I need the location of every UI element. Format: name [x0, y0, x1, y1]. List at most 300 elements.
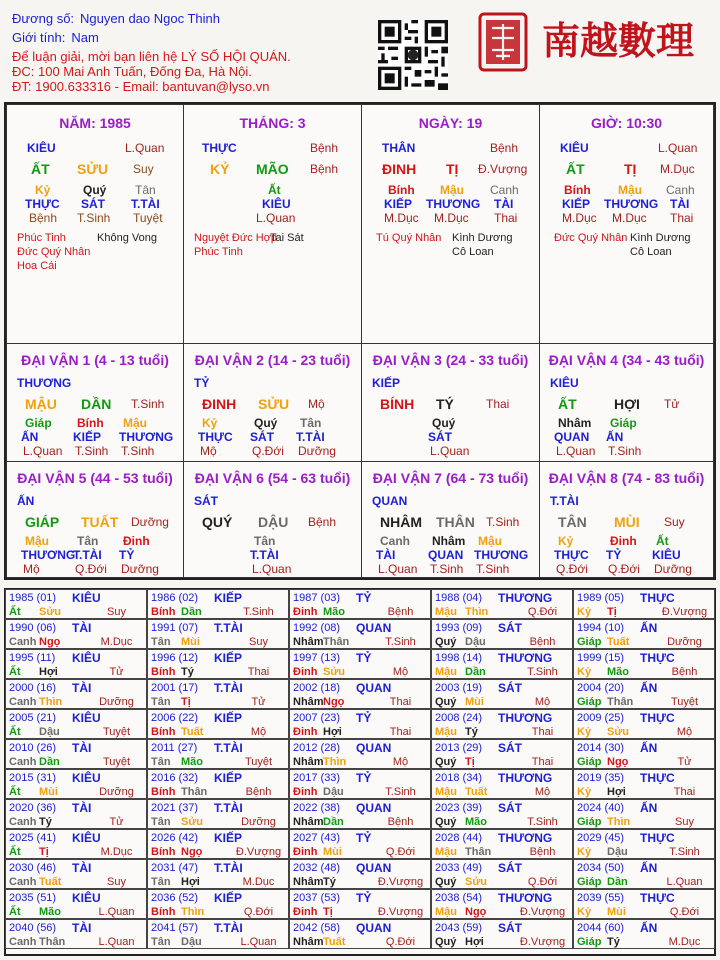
year-star: T.TÀI: [214, 741, 243, 755]
dai-van-hidden-star: QUAN: [554, 430, 590, 444]
year-can: Ất: [9, 906, 21, 918]
year-state: Suy: [107, 876, 126, 888]
dai-van-hidden-state: Dưỡng: [121, 562, 159, 576]
dai-van-hidden-can: Canh: [380, 534, 410, 548]
stars-right: [630, 231, 690, 259]
year-label: 1985 (01): [9, 592, 57, 604]
pillar-top-state: L.Quan: [658, 141, 698, 155]
year-can: Mậu: [435, 846, 457, 858]
dai-van-hidden-can: Kỷ: [202, 416, 218, 430]
year-label: 2003 (19): [435, 682, 483, 694]
year-chi: Dậu: [465, 636, 486, 648]
year-label: 1993 (09): [435, 622, 483, 634]
year-can: Ất: [9, 786, 21, 798]
year-label: 2023 (39): [435, 802, 483, 814]
year-chi: Tuất: [607, 636, 630, 648]
year-chi: Sửu: [607, 726, 630, 738]
hidden-can-3: Canh: [490, 183, 519, 197]
year-star: KIÊU: [72, 711, 101, 725]
year-chi: Tị: [465, 756, 475, 768]
year-can: Đinh: [293, 906, 318, 918]
year-star: KIẾP: [214, 831, 243, 845]
year-cell: [147, 919, 289, 949]
dai-van-star: T.TÀI: [550, 494, 579, 508]
year-label: 2020 (36): [9, 802, 57, 814]
year-cell: [431, 649, 573, 679]
year-can: Đinh: [293, 726, 318, 738]
dai-van-hidden-state: Q.Đới: [556, 562, 588, 576]
year-cell: [289, 679, 431, 709]
dai-van-hidden-can: Ất: [656, 534, 669, 548]
gender-value: Nam: [71, 30, 99, 45]
year-can: Mậu: [435, 666, 457, 678]
year-state: Mộ: [392, 756, 409, 768]
year-state: Q.Đới: [527, 876, 558, 888]
year-star: THỰC: [640, 771, 675, 785]
year-star: THƯƠNG: [498, 651, 553, 665]
year-star: QUAN: [356, 741, 392, 755]
year-can: Giáp: [577, 696, 602, 708]
year-can: Nhâm: [293, 696, 324, 708]
year-label: 1997 (13): [293, 652, 341, 664]
year-state: Thai: [531, 756, 554, 768]
year-can: Tân: [151, 876, 171, 888]
owner-name: Nguyen dao Ngoc Thinh: [80, 11, 220, 26]
dai-van-hidden-star: THỰC: [554, 548, 589, 562]
year-cell: [431, 619, 573, 649]
year-can: Nhâm: [293, 636, 324, 648]
brand-logo: [540, 6, 710, 66]
year-cell: [5, 889, 147, 919]
year-state: Thai: [247, 666, 270, 678]
year-label: 2015 (31): [9, 772, 57, 784]
year-cell: [147, 649, 289, 679]
pillar-chi: TỊ: [624, 161, 637, 177]
pillar-day: [361, 104, 540, 344]
year-cell: [289, 619, 431, 649]
year-can: Giáp: [577, 636, 602, 648]
seal-icon: [478, 12, 528, 72]
pillar-year: [6, 104, 184, 344]
star-item: Tai Sát: [270, 232, 304, 244]
year-star: THỰC: [640, 831, 675, 845]
hidden-state-2: L.Quan: [256, 211, 296, 225]
year-chi: Ngọ: [323, 696, 345, 708]
year-label: 2035 (51): [9, 892, 57, 904]
year-chi: Dậu: [39, 726, 60, 738]
year-chi: Hợi: [465, 936, 484, 948]
year-star: QUAN: [356, 801, 392, 815]
year-chi: Tuất: [323, 936, 346, 948]
year-label: 1989 (05): [577, 592, 625, 604]
dai-van-hidden-can: Nhâm: [558, 416, 592, 430]
year-chi: Ngọ: [465, 906, 487, 918]
dai-van-hidden-state: Dưỡng: [298, 444, 336, 458]
year-chi: Tý: [323, 876, 336, 888]
pillar-chi-state: Suy: [133, 162, 154, 176]
year-label: 2006 (22): [151, 712, 199, 724]
hidden-star-1: KIẾP: [384, 197, 413, 211]
year-state: Tuyệt: [102, 726, 131, 738]
dai-van-hidden-star: ẤN: [606, 430, 624, 444]
year-label: 2037 (53): [293, 892, 341, 904]
year-star: KIẾP: [214, 591, 243, 605]
stars-right: [270, 231, 304, 245]
year-cell: [147, 709, 289, 739]
year-state: Thai: [531, 726, 554, 738]
pillar-chi-state: Bệnh: [310, 162, 339, 176]
dai-van-hidden-state: Mộ: [23, 562, 40, 576]
year-state: Bệnh: [245, 786, 272, 798]
pillar-chi-state: M.Dục: [660, 162, 695, 176]
pillar-top-star: THÂN: [382, 141, 416, 155]
year-can: Kỷ: [577, 726, 592, 738]
dai-van-can: NHÂM: [380, 514, 422, 530]
year-chi: Tị: [181, 696, 191, 708]
year-can: Canh: [9, 696, 37, 708]
year-state: Đ.Vượng: [235, 846, 282, 858]
dai-van-hidden-star: SÁT: [428, 430, 452, 444]
year-label: 2039 (55): [577, 892, 625, 904]
year-state: Đ.Vượng: [519, 906, 566, 918]
year-label: 2021 (37): [151, 802, 199, 814]
dai-van-hidden-state: Q.Đới: [252, 444, 284, 458]
year-state: T.Sinh: [385, 786, 416, 798]
year-star: QUAN: [356, 681, 392, 695]
year-chi: Thân: [465, 846, 492, 858]
dai-van-hidden-state: L.Quan: [23, 444, 63, 458]
pillar-chi: MÃO: [256, 161, 289, 177]
dai-van-hidden-state: L.Quan: [252, 562, 292, 576]
year-label: 2024 (40): [577, 802, 625, 814]
year-state: Mộ: [534, 696, 551, 708]
year-state: Suy: [675, 816, 694, 828]
year-chi: Dần: [323, 816, 344, 828]
dai-van-can: ĐINH: [202, 396, 237, 412]
dai-van-chi: MÙI: [614, 514, 640, 530]
year-star: QUAN: [356, 921, 392, 935]
year-chi: Dần: [181, 606, 202, 618]
dai-van-hidden-star: KIẾP: [73, 430, 102, 444]
hidden-star-2: KIÊU: [262, 197, 291, 211]
star-item: Hoa Cái: [17, 260, 57, 272]
year-chi: Tý: [465, 726, 478, 738]
year-chi: Thìn: [323, 756, 347, 768]
dai-van-7: [361, 461, 540, 578]
year-star: TỶ: [356, 771, 372, 785]
star-item: Không Vong: [97, 232, 157, 244]
dai-van-8: [539, 461, 714, 578]
year-label: 1986 (02): [151, 592, 199, 604]
year-cell: [147, 589, 289, 619]
year-star: TỶ: [356, 711, 372, 725]
pillar-can: KỶ: [210, 161, 230, 177]
hidden-can-2: Mậu: [440, 183, 464, 197]
year-can: Kỷ: [577, 666, 592, 678]
year-chi: Ngọ: [39, 636, 61, 648]
year-can: Đinh: [293, 786, 318, 798]
hidden-state-2: M.Dục: [434, 211, 469, 225]
year-cell: [573, 769, 715, 799]
hidden-star-3: TÀI: [494, 197, 514, 211]
year-state: Q.Đới: [243, 906, 274, 918]
year-label: 1987 (03): [293, 592, 341, 604]
year-label: 2002 (18): [293, 682, 341, 694]
year-can: Bính: [151, 726, 176, 738]
year-cell: [573, 679, 715, 709]
dai-van-hidden-state: T.Sinh: [121, 444, 155, 458]
year-star: SÁT: [498, 801, 522, 815]
year-star: THƯƠNG: [498, 771, 553, 785]
year-cell: [147, 679, 289, 709]
stars-right: [452, 231, 512, 259]
year-label: 2030 (46): [9, 862, 57, 874]
brand-text: 南越數理: [542, 18, 695, 63]
year-label: 2043 (59): [435, 922, 483, 934]
qr-code-icon[interactable]: [378, 20, 448, 90]
dai-van-hidden-state: L.Quan: [378, 562, 418, 576]
year-chi: Mùi: [323, 846, 342, 858]
year-star: TÀI: [72, 621, 92, 635]
pillar-title: NĂM: 1985: [59, 115, 131, 131]
year-state: Bệnh: [387, 606, 414, 618]
year-cell: [5, 919, 147, 949]
year-label: 2036 (52): [151, 892, 199, 904]
year-cell: [431, 799, 573, 829]
year-cell: [5, 589, 147, 619]
pillar-can: ẤT: [31, 161, 50, 177]
dai-van-hidden-star: SÁT: [250, 430, 274, 444]
year-state: Suy: [107, 606, 126, 618]
dai-van-hidden-star: TỶ: [606, 548, 622, 562]
year-state: Q.Đới: [385, 936, 416, 948]
year-star: THƯƠNG: [498, 831, 553, 845]
year-star: THƯƠNG: [498, 891, 553, 905]
year-label: 2025 (41): [9, 832, 57, 844]
year-label: 2032 (48): [293, 862, 341, 874]
dai-van-hidden-star: TÀI: [376, 548, 396, 562]
year-label: 2028 (44): [435, 832, 483, 844]
dai-van-star: TỶ: [194, 376, 210, 390]
year-state: M.Dục: [668, 936, 701, 948]
year-cell: [5, 769, 147, 799]
year-cell: [5, 859, 147, 889]
dai-van-chi: HỢI: [614, 396, 640, 412]
year-chi: Thìn: [465, 606, 489, 618]
dai-van-hidden-state: Mộ: [200, 444, 217, 458]
year-state: T.Sinh: [527, 666, 558, 678]
hidden-state-1: M.Dục: [562, 211, 597, 225]
dai-van-hidden-can: Mậu: [25, 534, 49, 548]
year-star: SÁT: [498, 921, 522, 935]
dai-van-hidden-state: T.Sinh: [476, 562, 510, 576]
star-item: Đức Quý Nhân: [554, 232, 628, 244]
pillar-top-star: KIÊU: [560, 141, 589, 155]
year-cell: [573, 649, 715, 679]
year-star: KIÊU: [72, 771, 101, 785]
year-label: 2013 (29): [435, 742, 483, 754]
year-label: 2031 (47): [151, 862, 199, 874]
year-state: Tử: [109, 666, 124, 678]
year-can: Quý: [435, 816, 457, 828]
year-state: T.Sinh: [243, 606, 274, 618]
hidden-state-1: Bệnh: [29, 211, 58, 225]
pillar-top-star: THỰC: [202, 141, 237, 155]
dai-van-hidden-can: Kỷ: [558, 534, 574, 548]
dai-van-chi: DẬU: [258, 514, 289, 530]
year-can: Canh: [9, 756, 37, 768]
year-state: Mộ: [534, 786, 551, 798]
year-label: 2014 (30): [577, 742, 625, 754]
year-cell: [431, 859, 573, 889]
year-label: 2004 (20): [577, 682, 625, 694]
dai-van-hidden-star: T.TÀI: [250, 548, 279, 562]
year-chi: Tị: [323, 906, 333, 918]
year-state: Tử: [677, 756, 692, 768]
dai-van-state: T.Sinh: [131, 397, 165, 411]
year-cell: [5, 649, 147, 679]
year-star: T.TÀI: [214, 681, 243, 695]
year-star: T.TÀI: [214, 921, 243, 935]
year-star: TÀI: [72, 861, 92, 875]
year-star: KIẾP: [214, 891, 243, 905]
year-label: 2000 (16): [9, 682, 57, 694]
year-star: ẤN: [640, 921, 658, 935]
year-can: Nhâm: [293, 936, 324, 948]
year-can: Đinh: [293, 606, 318, 618]
year-cell: [147, 829, 289, 859]
star-item: Cô Loan: [630, 246, 672, 258]
year-state: M.Dục: [100, 636, 133, 648]
year-can: Quý: [435, 756, 457, 768]
year-state: Mộ: [676, 726, 693, 738]
year-chi: Dậu: [181, 936, 202, 948]
year-can: Tân: [151, 816, 171, 828]
dai-van-hidden-can: Bính: [77, 416, 104, 430]
hidden-can-1: Kỷ: [35, 183, 51, 197]
year-can: Canh: [9, 816, 37, 828]
year-chi: Ngọ: [181, 846, 203, 858]
year-can: Quý: [435, 936, 457, 948]
year-star: THỰC: [640, 591, 675, 605]
year-can: Giáp: [577, 876, 602, 888]
dai-van-can: ẤT: [558, 396, 577, 412]
pillar-can: ẤT: [566, 161, 585, 177]
dai-van-state: Suy: [664, 515, 685, 529]
year-chi: Mão: [323, 606, 345, 618]
hidden-star-2: THƯƠNG: [604, 197, 659, 211]
year-state: Bệnh: [387, 816, 414, 828]
year-can: Canh: [9, 636, 37, 648]
year-can: Canh: [9, 876, 37, 888]
dai-van-chi: TÝ: [436, 396, 454, 412]
year-cell: [147, 859, 289, 889]
star-item: Tú Quý Nhân: [376, 232, 442, 244]
year-star: TỶ: [356, 591, 372, 605]
dai-van-title: ĐẠI VẬN 2 (14 - 23 tuổi): [194, 352, 351, 368]
year-star: SÁT: [498, 741, 522, 755]
dai-van-star: SÁT: [194, 494, 218, 508]
hidden-state-3: Tuyệt: [133, 211, 163, 225]
dai-van-chi: SỬU: [258, 396, 290, 412]
star-item: Phúc Tinh: [194, 246, 243, 258]
year-chi: Dần: [39, 756, 60, 768]
dai-van-state: T.Sinh: [486, 515, 520, 529]
year-star: KIÊU: [72, 651, 101, 665]
year-label: 1991 (07): [151, 622, 199, 634]
year-chi: Hợi: [181, 876, 200, 888]
dai-van-title: ĐẠI VẬN 8 (74 - 83 tuổi): [548, 470, 705, 486]
year-label: 2016 (32): [151, 772, 199, 784]
dai-van-chi: DẦN: [81, 396, 112, 412]
year-state: L.Quan: [666, 876, 703, 888]
gender-label: Giới tính:: [12, 30, 66, 45]
year-star: ẤN: [640, 681, 658, 695]
phone-email-line[interactable]: ĐT: 1900.633316 - Email: bantuvan@lyso.vn: [12, 79, 270, 94]
year-state: L.Quan: [240, 936, 277, 948]
year-state: Dưỡng: [241, 816, 276, 828]
stars-right: [97, 231, 157, 245]
year-label: 2027 (43): [293, 832, 341, 844]
year-star: QUAN: [356, 861, 392, 875]
pillar-title: THÁNG: 3: [239, 115, 306, 131]
year-chi: Mão: [39, 906, 61, 918]
year-chi: Mùi: [607, 906, 626, 918]
year-label: 2019 (35): [577, 772, 625, 784]
owner-label: Đương số:: [12, 11, 75, 26]
year-cell: [431, 829, 573, 859]
pillar-top-star: KIÊU: [27, 141, 56, 155]
year-can: Quý: [435, 696, 457, 708]
year-star: THỰC: [640, 891, 675, 905]
year-cell: [289, 769, 431, 799]
dai-van-hidden-state: Dưỡng: [654, 562, 692, 576]
dai-van-hidden-state: T.Sinh: [430, 562, 464, 576]
year-can: Mậu: [435, 786, 457, 798]
year-cell: [573, 859, 715, 889]
dai-van-state: Dưỡng: [131, 515, 169, 529]
year-cell: [289, 919, 431, 949]
dai-van-state: Mộ: [308, 397, 325, 411]
year-chi: Tị: [607, 606, 617, 618]
pillar-can: ĐINH: [382, 161, 417, 177]
dai-van-hidden-star: THỰC: [198, 430, 233, 444]
dai-van-hidden-can: Tân: [254, 534, 276, 548]
year-can: Mậu: [435, 606, 457, 618]
year-can: Tân: [151, 696, 171, 708]
year-star: KIÊU: [72, 591, 101, 605]
year-can: Kỷ: [577, 786, 592, 798]
year-can: Bính: [151, 846, 176, 858]
year-state: T.Sinh: [385, 636, 416, 648]
dai-van-hidden-star: QUAN: [428, 548, 464, 562]
hidden-state-3: Thai: [670, 211, 694, 225]
year-star: TÀI: [72, 921, 92, 935]
year-state: Dưỡng: [99, 786, 134, 798]
year-chi: Hợi: [323, 726, 342, 738]
pillar-chi: TỊ: [446, 161, 459, 177]
dai-van-star: KIẾP: [372, 376, 401, 390]
dai-van-star: ẤN: [17, 494, 35, 508]
year-can: Mậu: [435, 726, 457, 738]
dai-van-hidden-can: Đinh: [123, 534, 150, 548]
year-label: 2005 (21): [9, 712, 57, 724]
header: [0, 0, 720, 100]
year-chi: Sửu: [181, 816, 204, 828]
dai-van-title: ĐẠI VẬN 5 (44 - 53 tuổi): [17, 470, 173, 486]
year-star: KIÊU: [72, 831, 101, 845]
year-state: Dưỡng: [667, 636, 702, 648]
